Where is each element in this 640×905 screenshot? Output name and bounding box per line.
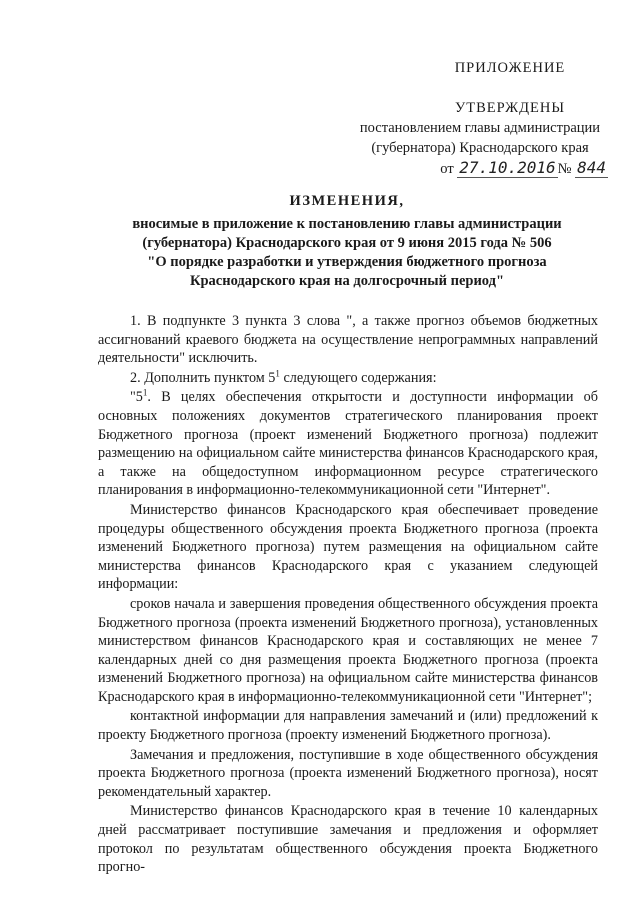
paragraph-2-superscript: 1 (275, 368, 280, 379)
approval-block (352, 58, 608, 179)
document-title (96, 192, 598, 291)
resolution-line-1: постановлением главы администрации (359, 120, 601, 136)
paragraph-1: 1. В подпункте 3 пункта 3 слова ", а также прогноз объемов бюджетных ассигнований краевого бюджета на осуществление непрограммных направлений деятельности" исключить. (98, 313, 598, 367)
title-heading: ИЗМЕНЕНИЯ, (289, 193, 405, 209)
paragraph-7: Замечания и предложения, поступившие в ходе общественного обсуждения проекта Бюджетного прогноза (проекта изменений Бюджетного прогноза), носят рекомендательный характер. (98, 746, 598, 800)
appendix-label: ПРИЛОЖЕНИЕ (454, 60, 566, 76)
document-body (98, 312, 598, 877)
paragraph-2-text-b: следующего содержания: (279, 369, 437, 386)
handwritten-number: 844 (577, 158, 606, 177)
paragraph-6: контактной информации для направления замечаний и (или) предложений к проекту Бюджетного прогноза (проекту изменений Бюджетного прогноза). (98, 708, 598, 744)
paragraph-2-text-a: 2. Дополнить пунктом 5 (130, 369, 276, 386)
paragraph-3-text-a: "5 (130, 389, 143, 406)
paragraph-3-text-b: . В целях обеспечения открытости и доступности информации об основных положениях документов стратегического планирования проект Бюджетного прогноза (проект изменений Бюджетного прогноза) подлежит размещению на официальном сайте министерства финансов Краснодарского края, а также на общедоступном информационном ресурсе стратегического планирования в информационно-телекоммуникационной сети "Интернет". (98, 389, 598, 499)
title-line-3: (губернатора) Краснодарского края от 9 июня 2015 года № 506 (142, 235, 552, 251)
paragraph-2 (98, 369, 598, 388)
title-line-2: вносимые в приложение к постановлению главы администрации (132, 216, 562, 232)
handwritten-date: 27.10.2016 (459, 158, 556, 177)
date-prefix: от (440, 161, 454, 177)
title-line-5: Краснодарского края на долгосрочный период" (189, 273, 505, 289)
number-prefix: № (557, 161, 572, 177)
paragraph-5: сроков начала и завершения проведения общественного обсуждения проекта Бюджетного прогноза (проекта изменений Бюджетного прогноза), установленных министерством финансов Краснодарского края и составляющих не менее 7 календарных дней со дня размещения проекта Бюджетного прогноза (проекта изменений Бюджетного прогноза) на официальном сайте министерства финансов Краснодарского края в информационно-телекоммуникационной сети "Интернет"; (98, 595, 598, 705)
resolution-line-2: (губернатора) Краснодарского края (371, 140, 589, 156)
approved-label: УТВЕРЖДЕНЫ (454, 100, 566, 116)
paragraph-3-superscript: 1 (142, 387, 148, 398)
paragraph-3 (98, 388, 598, 500)
date-number-line (352, 158, 608, 179)
paragraph-4: Министерство финансов Краснодарского края обеспечивает проведение процедуры общественного обсуждения проекта Бюджетного прогноза (проекта изменений Бюджетного прогноза) путем размещения на официальном сайте министерства финансов Краснодарского края с указанием следующей информации: (98, 501, 598, 593)
paragraph-8: Министерство финансов Краснодарского края в течение 10 календарных дней рассматривает поступившие замечания и предложения и оформляет протокол по результатам общественного обсуждения проекта Бюджетного прогно- (98, 803, 598, 876)
title-line-4: "О порядке разработки и утверждения бюджетного прогноза (147, 254, 547, 270)
